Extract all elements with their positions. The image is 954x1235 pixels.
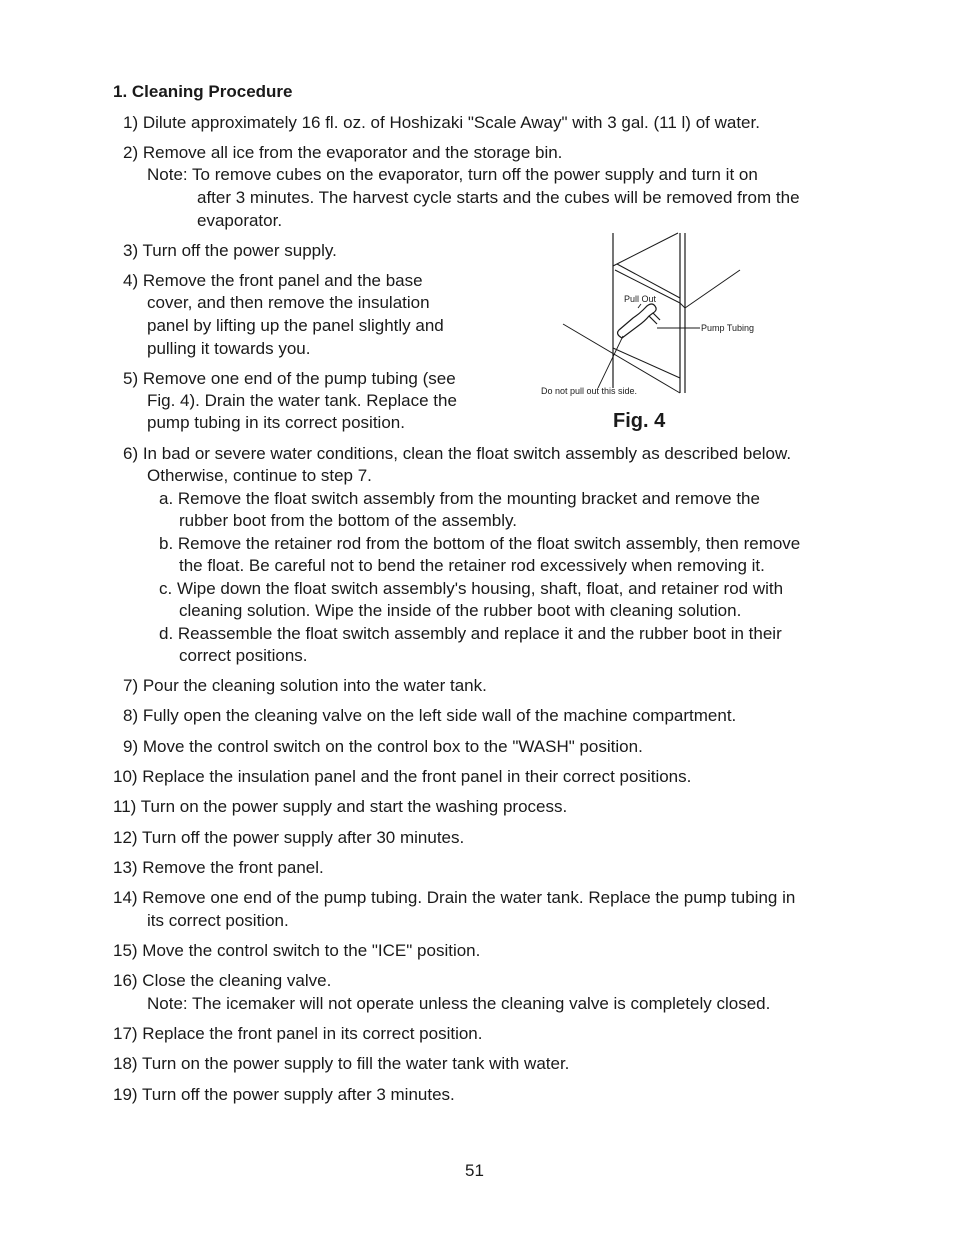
step-12: 12) Turn off the power supply after 30 minutes. bbox=[113, 828, 465, 847]
step-6: 6) In bad or severe water conditions, clean the float switch assembly as described below. bbox=[123, 444, 792, 463]
step-16-note: Note: The icemaker will not operate unless the cleaning valve is completely closed. bbox=[147, 994, 771, 1013]
step-9: 9) Move the control switch on the control box to the "WASH" position. bbox=[123, 737, 643, 756]
step-14: its correct position. bbox=[147, 911, 289, 930]
step-6a: rubber boot from the bottom of the assembly. bbox=[179, 511, 517, 530]
step-2-note: evaporator. bbox=[197, 211, 283, 230]
step-6a: a. Remove the float switch assembly from the mounting bracket and remove the bbox=[159, 489, 760, 508]
callout-pump-tubing: Pump Tubing bbox=[701, 323, 755, 333]
step-6d: correct positions. bbox=[179, 646, 308, 665]
section-title: 1. Cleaning Procedure bbox=[113, 82, 293, 101]
step-5: pump tubing in its correct position. bbox=[147, 413, 405, 432]
step-2-note: after 3 minutes. The harvest cycle starts and the cubes will be removed from the bbox=[197, 188, 800, 207]
step-6d: d. Reassemble the float switch assembly and replace it and the rubber boot in their bbox=[159, 624, 782, 643]
step-6b: the float. Be careful not to bend the retainer rod excessively when removing it. bbox=[179, 556, 765, 575]
step-5: Fig. 4). Drain the water tank. Replace the bbox=[147, 391, 457, 410]
step-18: 18) Turn on the power supply to fill the water tank with water. bbox=[113, 1054, 570, 1073]
figure-label: Fig. 4 bbox=[613, 410, 666, 432]
step-13: 13) Remove the front panel. bbox=[113, 858, 324, 877]
step-6c: c. Wipe down the float switch assembly's housing, shaft, float, and retainer rod with bbox=[159, 579, 784, 598]
step-6b: b. Remove the retainer rod from the bottom of the float switch assembly, then remove bbox=[159, 534, 801, 553]
step-8: 8) Fully open the cleaning valve on the left side wall of the machine compartment. bbox=[123, 706, 737, 725]
step-16: 16) Close the cleaning valve. bbox=[113, 971, 332, 990]
step-2: 2) Remove all ice from the evaporator and the storage bin. bbox=[123, 143, 563, 162]
step-10: 10) Replace the insulation panel and the front panel in their correct positions. bbox=[113, 767, 692, 786]
step-19: 19) Turn off the power supply after 3 minutes. bbox=[113, 1085, 455, 1104]
step-14: 14) Remove one end of the pump tubing. Drain the water tank. Replace the pump tubing in bbox=[113, 888, 796, 907]
callout-do-not-pull: Do not pull out this side. bbox=[541, 386, 638, 396]
step-2-note: Note: To remove cubes on the evaporator, turn off the power supply and turn it on bbox=[147, 165, 758, 184]
step-1: 1) Dilute approximately 16 fl. oz. of Hoshizaki "Scale Away" with 3 gal. (11 l) of water. bbox=[123, 113, 760, 132]
step-6c: cleaning solution. Wipe the inside of the rubber boot with cleaning solution. bbox=[179, 601, 742, 620]
step-6: Otherwise, continue to step 7. bbox=[147, 466, 372, 485]
callout-pull-out: Pull Out bbox=[624, 294, 657, 304]
fig-4-illustration bbox=[535, 228, 775, 403]
step-11: 11) Turn on the power supply and start the washing process. bbox=[113, 797, 568, 816]
step-3: 3) Turn off the power supply. bbox=[123, 241, 337, 260]
step-4: panel by lifting up the panel slightly and bbox=[147, 316, 444, 335]
step-7: 7) Pour the cleaning solution into the water tank. bbox=[123, 676, 487, 695]
step-15: 15) Move the control switch to the "ICE" position. bbox=[113, 941, 481, 960]
step-4: 4) Remove the front panel and the base bbox=[123, 271, 423, 290]
page-number: 51 bbox=[465, 1161, 484, 1180]
step-4: pulling it towards you. bbox=[147, 339, 311, 358]
step-5: 5) Remove one end of the pump tubing (see bbox=[123, 369, 456, 388]
step-17: 17) Replace the front panel in its correct position. bbox=[113, 1024, 483, 1043]
step-4: cover, and then remove the insulation bbox=[147, 293, 430, 312]
